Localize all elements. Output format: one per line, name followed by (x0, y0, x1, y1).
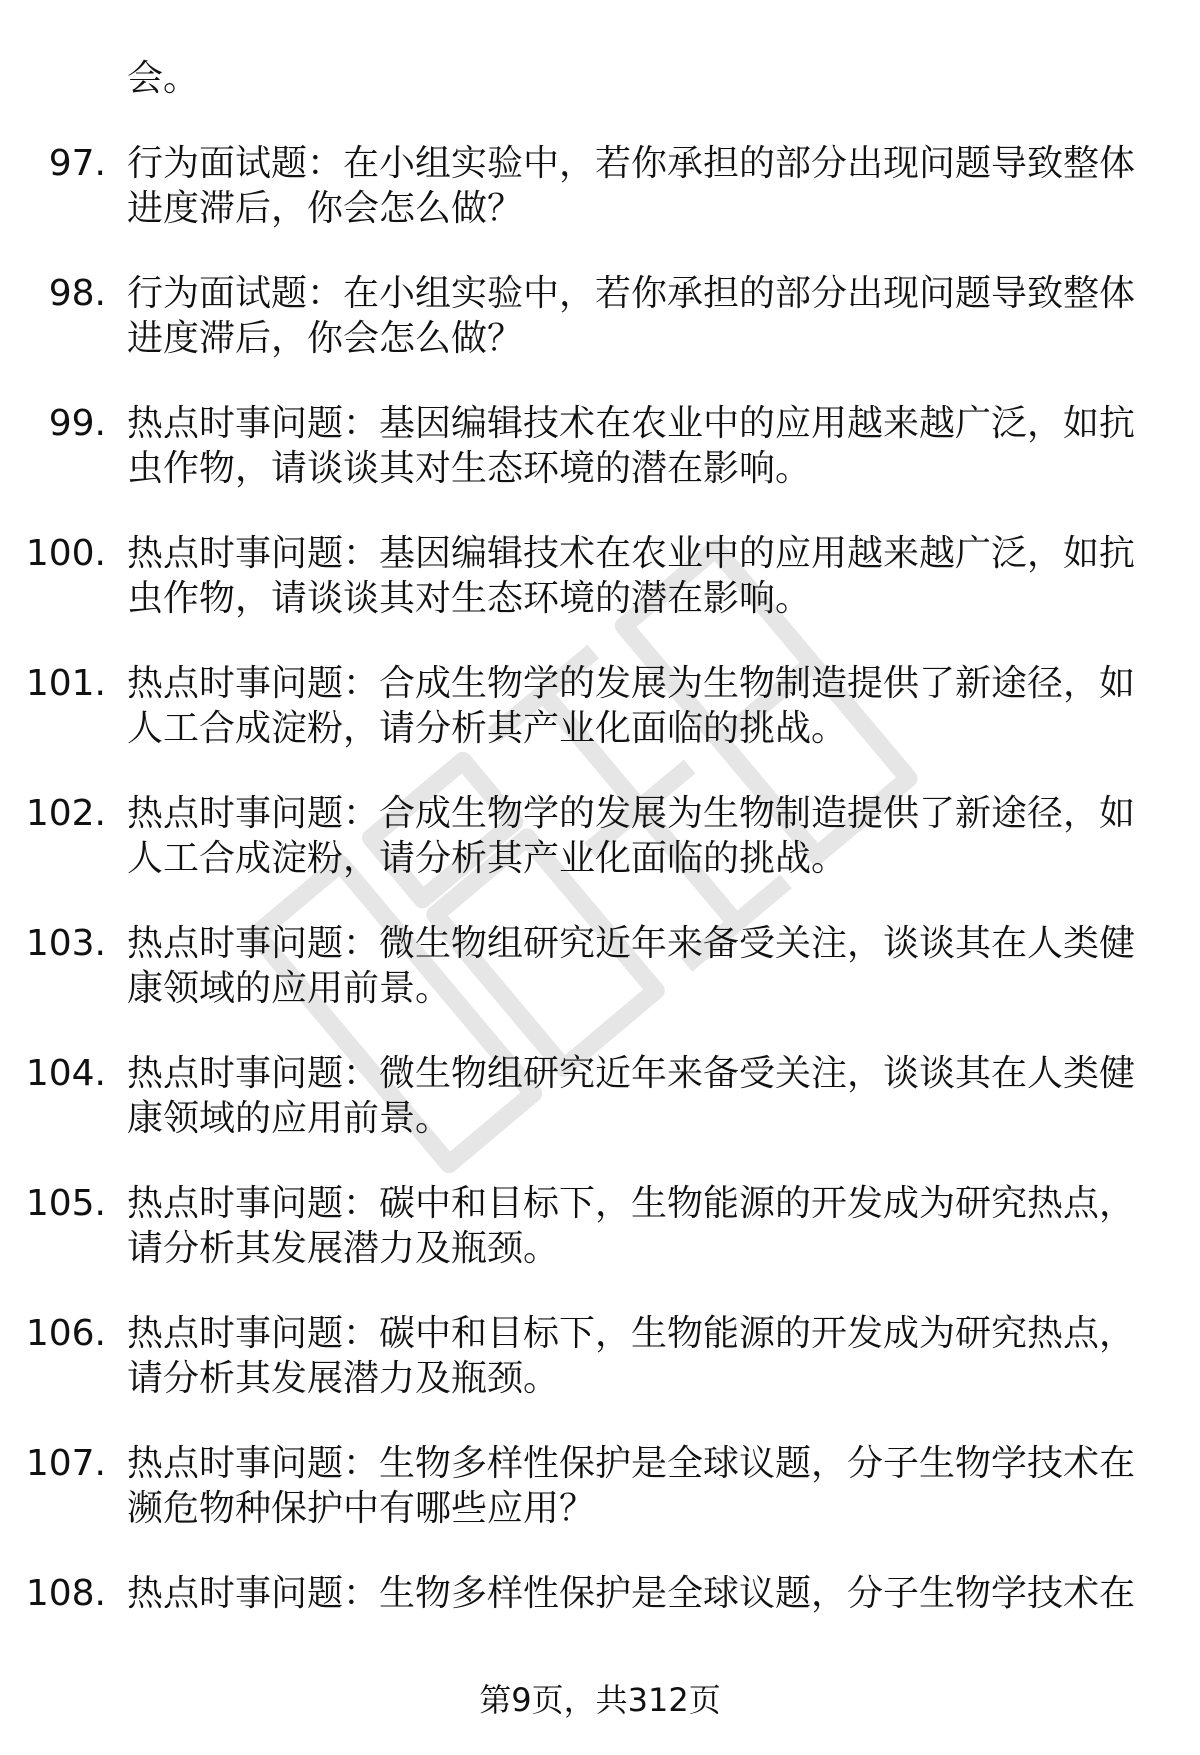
question-list (0, 56, 1200, 1656)
question-number: 106. (25, 1313, 106, 1354)
page-number-footer: 第9页，共312页 (479, 1681, 721, 1719)
question-number: 99. (48, 403, 106, 444)
question-item (0, 531, 1200, 621)
question-item (0, 271, 1200, 361)
question-text: 热点时事问题：基因编辑技术在农业中的应用越来越广泛，如抗虫作物，请谈谈其对生态环境的潜在影响。 (127, 533, 1136, 619)
question-number: 97. (48, 143, 106, 184)
question-text: 热点时事问题：合成生物学的发展为生物制造提供了新途径，如人工合成淀粉，请分析其产业化面临的挑战。 (127, 793, 1136, 879)
question-text: 热点时事问题：生物多样性保护是全球议题，分子生物学技术在 (127, 1573, 1136, 1614)
question-text: 热点时事问题：基因编辑技术在农业中的应用越来越广泛，如抗虫作物，请谈谈其对生态环境的潜在影响。 (127, 403, 1136, 489)
question-item (0, 791, 1200, 881)
question-text: 行为面试题：在小组实验中，若你承担的部分出现问题导致整体进度滞后，你会怎么做？ (127, 143, 1136, 229)
question-number: 104. (25, 1053, 106, 1094)
question-text: 热点时事问题：碳中和目标下，生物能源的开发成为研究热点，请分析其发展潜力及瓶颈。 (127, 1313, 1136, 1399)
question-text: 热点时事问题：生物多样性保护是全球议题，分子生物学技术在濒危物种保护中有哪些应用？ (127, 1443, 1136, 1529)
question-number: 107. (25, 1443, 106, 1484)
question-item (0, 1571, 1200, 1616)
question-number: 100. (25, 533, 106, 574)
question-item (0, 1311, 1200, 1401)
question-text: 行为面试题：在小组实验中，若你承担的部分出现问题导致整体进度滞后，你会怎么做？ (127, 273, 1136, 359)
question-text: 热点时事问题：碳中和目标下，生物能源的开发成为研究热点，请分析其发展潜力及瓶颈。 (127, 1183, 1136, 1269)
question-number: 105. (25, 1183, 106, 1224)
question-item (0, 1441, 1200, 1531)
continuation-text: 会。 (127, 58, 200, 99)
question-number: 103. (25, 923, 106, 964)
question-item (0, 661, 1200, 751)
question-text: 热点时事问题：微生物组研究近年来备受关注，谈谈其在人类健康领域的应用前景。 (127, 923, 1136, 1009)
question-text: 热点时事问题：微生物组研究近年来备受关注，谈谈其在人类健康领域的应用前景。 (127, 1053, 1136, 1139)
question-item (0, 921, 1200, 1011)
question-number: 102. (25, 793, 106, 834)
question-number: 108. (25, 1573, 106, 1614)
question-item (0, 141, 1200, 231)
question-item (0, 401, 1200, 491)
question-number: 98. (48, 273, 106, 314)
question-number: 101. (25, 663, 106, 704)
question-item (0, 1181, 1200, 1271)
question-text: 热点时事问题：合成生物学的发展为生物制造提供了新途径，如人工合成淀粉，请分析其产业化面临的挑战。 (127, 663, 1136, 749)
question-item (0, 1051, 1200, 1141)
